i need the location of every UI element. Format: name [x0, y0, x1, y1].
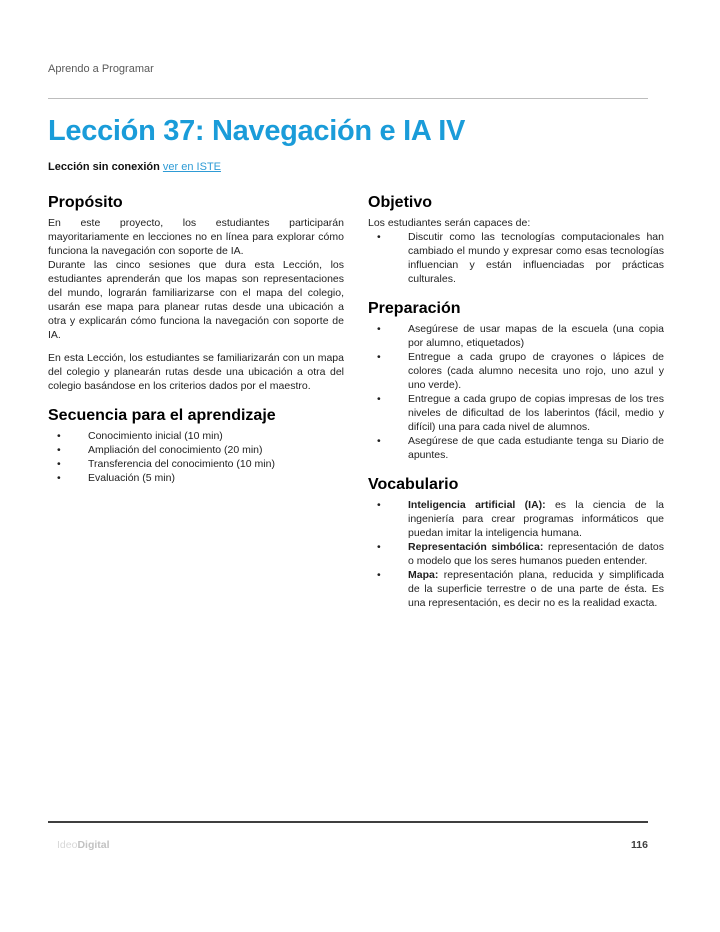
vocab-term: Representación simbólica: — [408, 541, 544, 553]
secuencia-heading: Secuencia para el aprendizaje — [48, 407, 276, 424]
list-item: • Asegúrese de que cada estudiante tenga su Diario de apuntes. — [368, 434, 664, 462]
proposito-paragraph: Durante las cinco sesiones que dura esta Lección, los estudiantes aprenderán que los mapas son representaciones del mundo, lograrán familiarizarse con el mapa del colegio, usarán ese mapa para planear rutas desde una ubicación a otra y explicarán cómo funciona la navegación con soporte de IA. — [48, 259, 344, 341]
vocab-term: Inteligencia artificial (IA): — [408, 499, 546, 511]
list-item: • Asegúrese de usar mapas de la escuela (una copia por alumno, etiquetados) — [368, 322, 664, 350]
footer-brand-ideo: Ideo — [57, 839, 78, 851]
vocab-item — [368, 540, 664, 568]
page-number: 116 — [631, 839, 648, 851]
header-brand: Aprendo a Programar — [48, 63, 154, 75]
proposito-paragraph: En esta Lección, los estudiantes se familiarizarán con un mapa del colegio y planearán rutas desde una ubicación a otra del colegio basándose en los criterios dados por el maestro. — [48, 352, 344, 392]
iste-link[interactable]: ver en ISTE — [162, 161, 221, 173]
vocab-term: Mapa: — [408, 569, 439, 581]
footer-brand — [48, 838, 110, 852]
vocab-definition: representación plana, reducida y simplificada de la superficie terrestre o de una parte de ésta. Es una representación, es decir no es la realidad exacta. — [408, 569, 665, 609]
proposito-section — [48, 193, 344, 393]
footer-brand-digital: Digital — [77, 839, 110, 851]
preparacion-section — [368, 299, 664, 462]
proposito-heading: Propósito — [48, 194, 123, 211]
list-item: • Entregue a cada grupo de crayones o lápices de colores (cada alumno necesita uno rojo, uno azul y uno verde). — [368, 350, 664, 392]
lesson-type-label: Lección sin conexión — [48, 161, 160, 173]
page-footer — [48, 838, 648, 852]
vocab-item — [368, 568, 664, 610]
page-title: Lección 37: Navegación e IA IV — [48, 115, 466, 147]
vocab-definition: representación de datos o modelo que los seres humanos pueden entender. — [408, 541, 665, 567]
vocab-item — [368, 498, 664, 540]
secuencia-section — [48, 406, 344, 485]
list-item: • Entregue a cada grupo de copias impresas de los tres niveles de dificultad de los laberintos (fácil, medio y difícil) una para cada nivel de alumnos. — [368, 392, 664, 434]
proposito-paragraph: En este proyecto, los estudiantes participarán mayoritariamente en lecciones no en línea para explorar cómo funciona la navegación con soporte de IA. — [48, 217, 344, 257]
list-item: • Discutir como las tecnologías computacionales han cambiado el mundo y expresar como esas tecnologías influencian y están influenciadas por prácticas culturales. — [368, 230, 664, 286]
lesson-subtitle — [48, 160, 665, 175]
two-column-layout — [48, 193, 665, 610]
objetivo-section — [368, 193, 664, 286]
list-item: • Conocimiento inicial (10 min) — [48, 429, 344, 443]
objetivo-heading: Objetivo — [368, 194, 433, 211]
vocab-definition: es la ciencia de la ingeniería para crear programas informáticos que puedan imitar la inteligencia humana. — [408, 499, 665, 539]
list-item: • Ampliación del conocimiento (20 min) — [48, 443, 344, 457]
page-content — [48, 0, 665, 610]
objetivo-intro: Los estudiantes serán capaces de: — [368, 217, 531, 229]
vocabulario-heading: Vocabulario — [368, 476, 459, 493]
header-divider — [48, 98, 648, 99]
vocabulario-section — [368, 475, 664, 610]
list-item: • Transferencia del conocimiento (10 min) — [48, 457, 344, 471]
footer-divider — [48, 821, 648, 823]
right-column — [368, 193, 664, 610]
list-item: • Evaluación (5 min) — [48, 471, 344, 485]
preparacion-heading: Preparación — [368, 300, 461, 317]
left-column — [48, 193, 344, 610]
